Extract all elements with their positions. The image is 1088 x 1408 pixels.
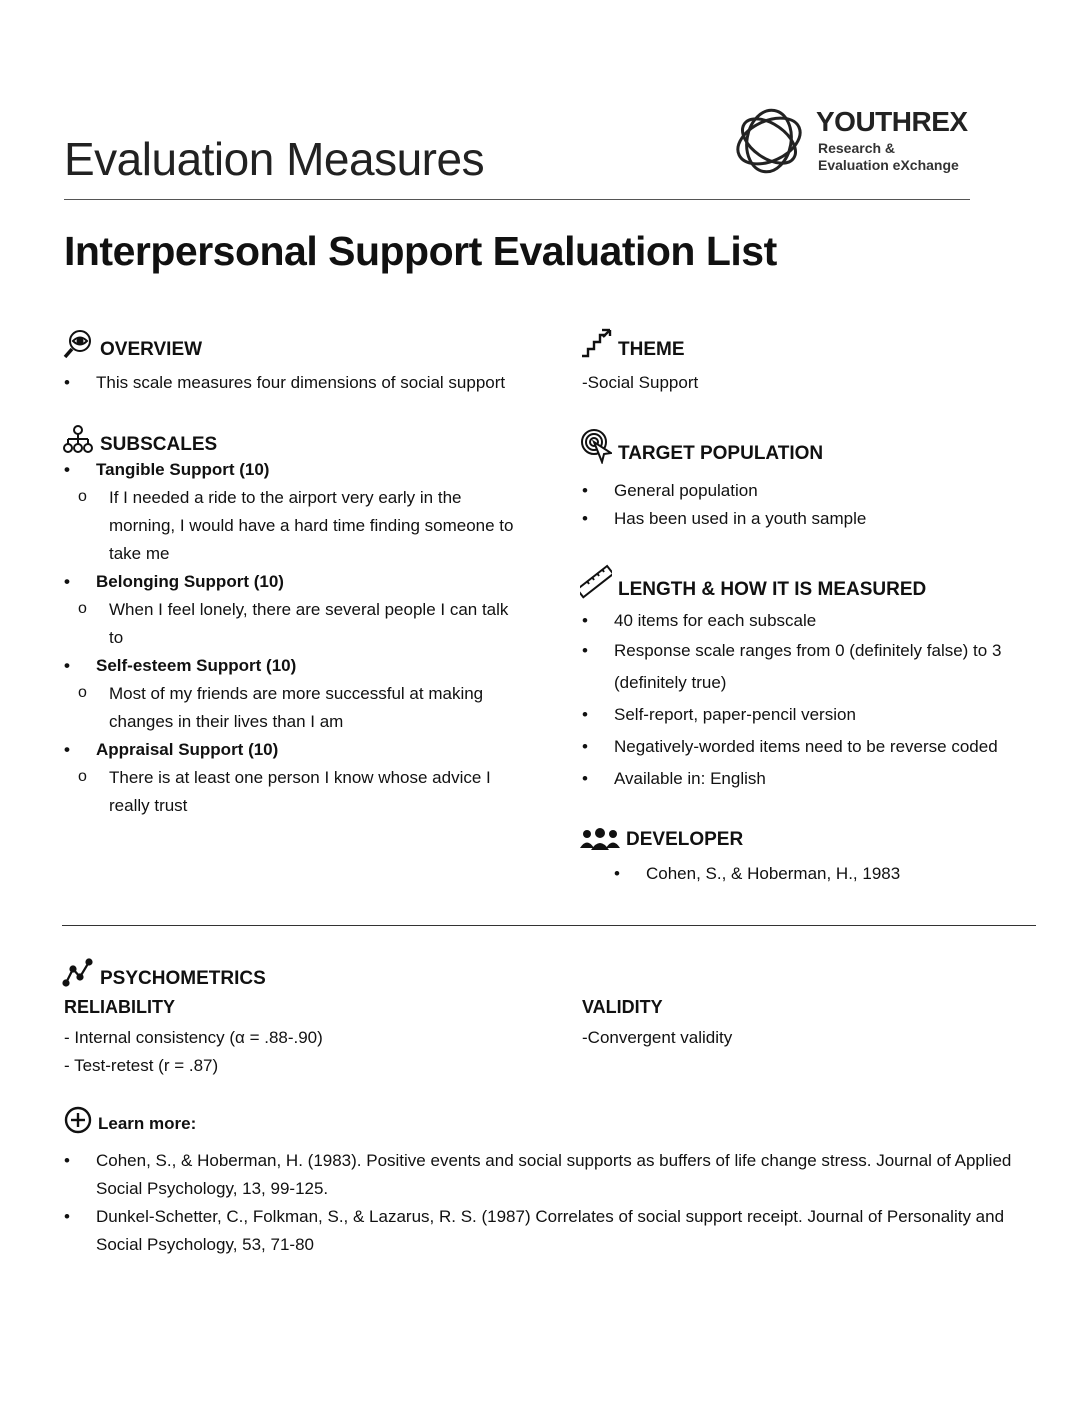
subscale-example-text [64, 764, 534, 820]
subscale-group [64, 652, 534, 680]
subscale-example-line: take me [109, 544, 170, 563]
section-divider [62, 925, 1036, 926]
line-graph-icon [62, 957, 94, 989]
psychometrics-heading-label: PSYCHOMETRICS [100, 968, 266, 989]
overview-heading-label: OVERVIEW [100, 339, 203, 360]
reliability-line: - Internal consistency (α = .88-.90) [64, 1028, 323, 1047]
overview-item: • This scale measures four dimensions of social support [64, 369, 534, 397]
logo-orbit-icon [732, 104, 806, 178]
reliability-list [64, 1024, 323, 1080]
target-population-item: • Has been used in a youth sample [582, 505, 1022, 533]
target-population-item: • General population [582, 477, 1022, 505]
logo-subtitle [818, 140, 959, 174]
learn-more-heading-label: Learn more: [98, 1114, 197, 1133]
youthrex-logo [732, 104, 972, 180]
target-population-list [582, 477, 1022, 533]
developer-item: • Cohen, S., & Hoberman, H., 1983 [614, 860, 1014, 888]
overview-heading [62, 328, 202, 360]
magnifier-eye-icon [62, 328, 94, 360]
reliability-line: - Test-retest (r = .87) [64, 1056, 219, 1075]
subscales-heading-label: SUBSCALES [100, 434, 218, 455]
subscale-example-text [64, 484, 534, 568]
subscale-example [64, 484, 534, 568]
references-list [64, 1147, 1044, 1259]
developer-list [614, 860, 1014, 888]
subscales-list [64, 456, 534, 820]
reference-item [64, 1203, 1044, 1259]
subscale-example-line: o When I feel lonely, there are several people I can talk [109, 600, 509, 619]
subscale-example [64, 680, 534, 736]
subscale-example-line: o There is at least one person I know whose advice I [109, 768, 491, 787]
target-click-icon [580, 428, 612, 464]
subscale-name: • Belonging Support (10) [64, 568, 534, 596]
subscale-example-line: changes in their lives than I am [109, 712, 344, 731]
page-header-title: Evaluation Measures [64, 133, 485, 185]
reliability-heading: RELIABILITY [64, 997, 175, 1017]
theme-heading [580, 328, 685, 360]
logo-subtitle-line2: Evaluation eXchange [818, 157, 959, 173]
length-heading-label: LENGTH & HOW IT IS MEASURED [618, 579, 927, 600]
validity-list [582, 1024, 732, 1052]
logo-name: YOUTHREX [816, 106, 968, 137]
length-item: • 40 items for each subscale [582, 607, 1022, 635]
reference-line: • Dunkel-Schetter, C., Folkman, S., & Lazarus, R. S. (1987) Correlates of social support receipt. Journal of Personality and [96, 1207, 1005, 1226]
developer-heading [580, 826, 743, 850]
theme-heading-label: THEME [618, 339, 685, 360]
target-population-heading [580, 428, 823, 464]
length-list [582, 607, 1022, 795]
target-population-heading-label: TARGET POPULATION [618, 443, 824, 464]
validity-line: -Convergent validity [582, 1028, 733, 1047]
psychometrics-heading [62, 957, 266, 989]
ruler-icon [580, 564, 612, 600]
length-item: • Self-report, paper-pencil version [582, 699, 1022, 731]
plus-circle-icon [64, 1106, 92, 1134]
subscale-name: • Self-esteem Support (10) [64, 652, 534, 680]
length-item: • Available in: English [582, 763, 1022, 795]
subscale-example-text [64, 680, 534, 736]
length-items [582, 607, 1022, 795]
subscale-example-line: o Most of my friends are more successful at making [109, 684, 484, 703]
subscale-example-line: to [109, 628, 124, 647]
subscale-group [64, 736, 534, 764]
subscale-example-text [64, 596, 534, 652]
validity-heading: VALIDITY [582, 997, 663, 1017]
reference-line: • Cohen, S., & Hoberman, H. (1983). Positive events and social supports as buffers of life change stress. Journal of Applied [96, 1151, 1012, 1170]
reference-line: Social Psychology, 13, 99-125. [96, 1179, 329, 1198]
logo-subtitle-line1: Research & [818, 140, 896, 156]
hierarchy-icon [62, 423, 94, 455]
subscale-name: • Tangible Support (10) [64, 456, 534, 484]
subscale-name: • Appraisal Support (10) [64, 736, 534, 764]
subscale-group [64, 568, 534, 596]
subscale-group [64, 456, 534, 484]
stairs-icon [580, 328, 612, 360]
reference-line: Social Psychology, 53, 71-80 [96, 1235, 314, 1254]
subscale-example [64, 764, 534, 820]
header-divider [64, 199, 970, 200]
overview-list [64, 369, 534, 397]
reference-item [64, 1147, 1044, 1203]
length-item-line: (definitely true) [614, 673, 727, 692]
length-item-line: • Response scale ranges from 0 (definitely false) to 3 [614, 641, 1002, 660]
developer-heading-label: DEVELOPER [626, 829, 744, 850]
group-icon [580, 826, 620, 850]
subscales-heading [62, 423, 217, 455]
length-item [582, 635, 1022, 699]
document-title: Interpersonal Support Evaluation List [64, 228, 777, 274]
subscale-example-line: o If I needed a ride to the airport very early in the [109, 488, 462, 507]
subscale-example-line: really trust [109, 796, 188, 815]
subscale-example [64, 596, 534, 652]
learn-more-heading [64, 1106, 196, 1134]
theme-text: -Social Support [582, 373, 699, 392]
length-item: • Negatively-worded items need to be reverse coded [582, 731, 1022, 763]
length-heading [580, 564, 926, 600]
subscale-example-line: morning, I would have a hard time finding someone to [109, 516, 514, 535]
